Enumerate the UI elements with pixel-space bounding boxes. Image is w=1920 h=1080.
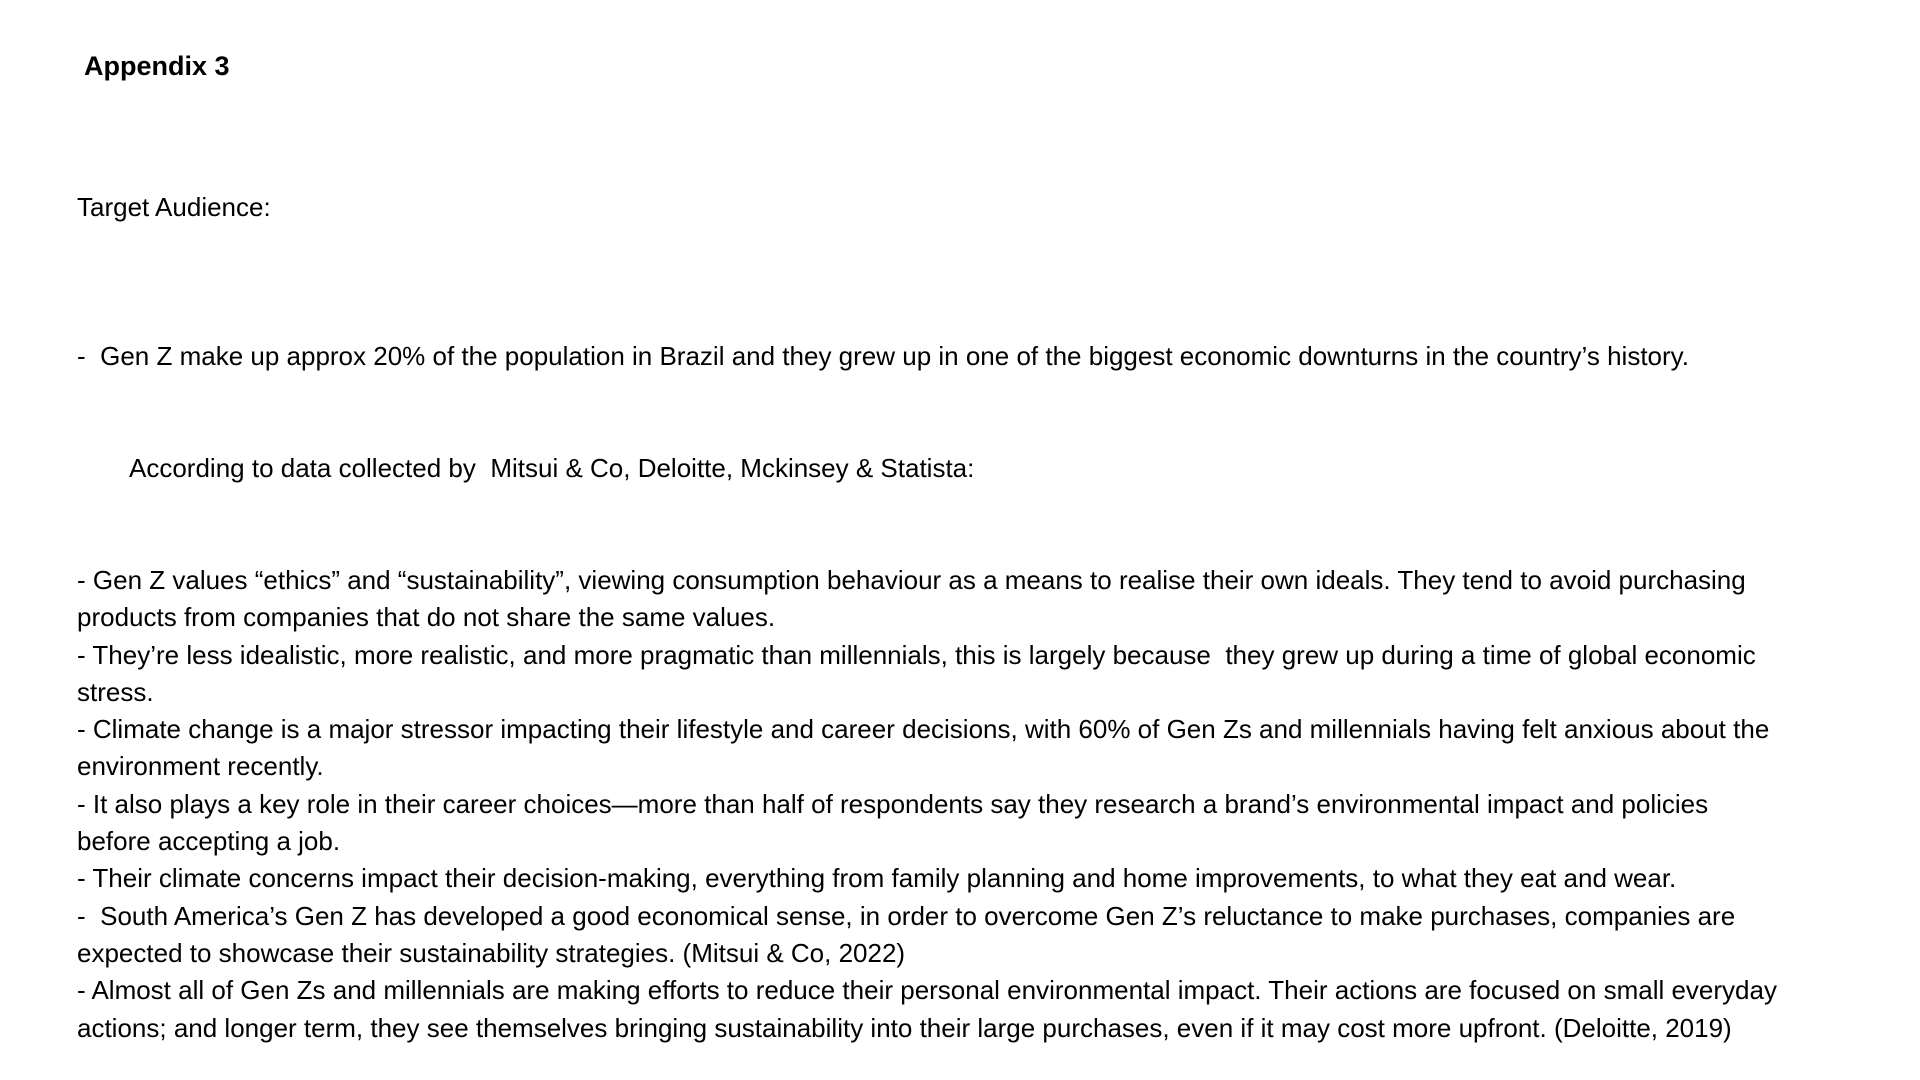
body-text — [77, 189, 1785, 1047]
intro-paragraph — [77, 264, 1777, 562]
bullet-economical-sense: - South America’s Gen Z has developed a good economical sense, in order to overcome Gen Z’s reluctance to make purchases, companies are expected to showcase their sustainability strategies. (Mitsui & Co, 2022) — [77, 900, 1743, 968]
section-label: Target Audience: — [77, 192, 271, 222]
intro-line-1: - Gen Z make up approx 20% of the population in Brazil and they grew up in one of the biggest economic downturns in the country’s history. — [77, 341, 1689, 372]
bullet-climate-stress: - Climate change is a major stressor impacting their lifestyle and career decisions, with 60% of Gen Zs and millennials having felt anxious about the environment recently. — [77, 714, 1777, 782]
bullet-reduce-impact: - Almost all of Gen Zs and millennials are making efforts to reduce their personal environmental impact. Their actions are focused on small everyday actions; and longer term, they see themselves bringing sustainability into their large purchases, even if it may cost more upfront. (Deloitte, 2019) — [77, 975, 1785, 1043]
bullet-career-choices: - It also plays a key role in their career choices—more than half of respondents say they research a brand’s environmental impact and policies before accepting a job. — [77, 788, 1716, 857]
intro-line-2: According to data collected by Mitsui & Co, Deloitte, Mckinsey & Statista: — [129, 453, 975, 484]
bullet-decision-making: - Their climate concerns impact their decision-making, everything from family planning and home improvements, to what they eat and wear. — [77, 863, 1677, 894]
bullet-pragmatic: - They’re less idealistic, more realistic, and more pragmatic than millennials, this is largely because they grew up during a time of global economic stress. — [77, 639, 1763, 707]
blank-line — [77, 226, 1777, 263]
page-heading: Appendix 3 — [84, 51, 230, 81]
bullet-ethics: - Gen Z values “ethics” and “sustainability”, viewing consumption behaviour as a means to realise their own ideals. They tend to avoid purchasing products from companies that do not share the same values. — [77, 564, 1753, 633]
